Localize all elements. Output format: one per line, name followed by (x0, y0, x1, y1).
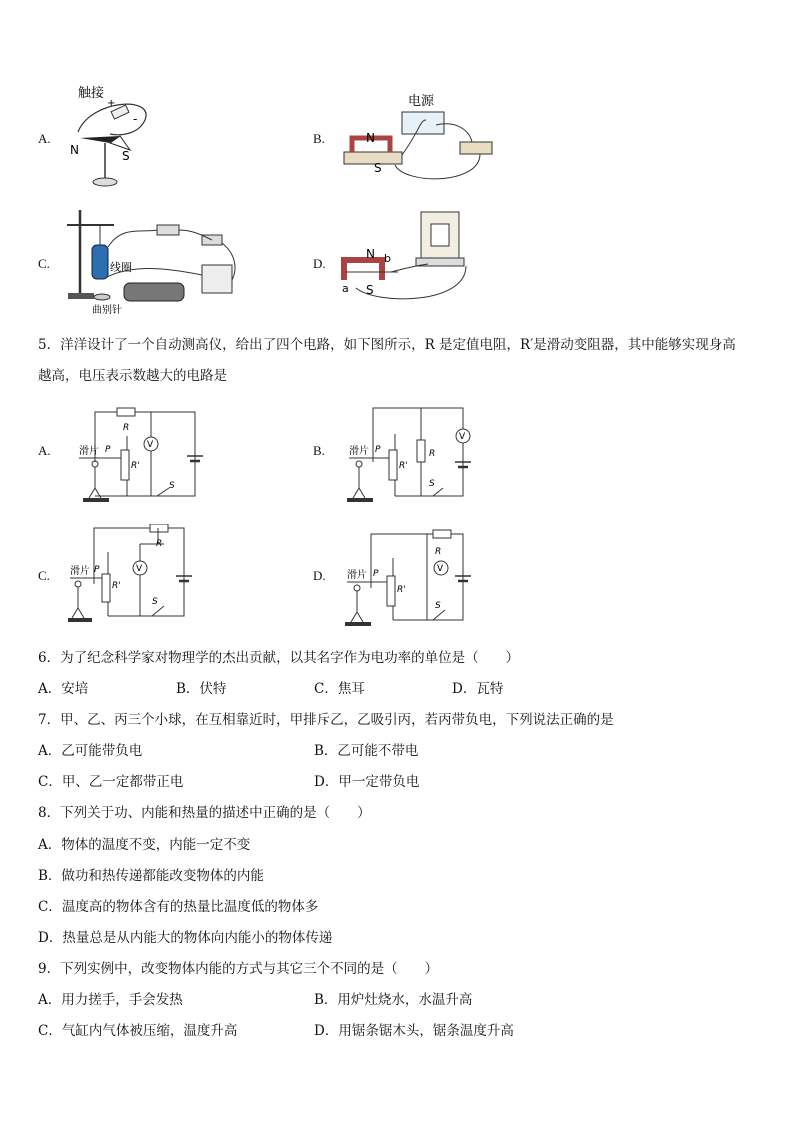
svg-text:R: R (156, 539, 163, 549)
figure-a-compass-wire (60, 80, 170, 190)
option-label-d: D. (313, 256, 326, 271)
q8-option-a[interactable]: A．物体的温度不变，内能一定不变 (38, 837, 251, 853)
figure-b-magnet-rails (340, 90, 500, 185)
q9-option-b[interactable]: B．用炉灶烧水，水温升高 (314, 992, 473, 1008)
svg-text:N: N (70, 143, 79, 157)
svg-text:P: P (105, 445, 111, 455)
question-6-stem: 6．为了纪念科学家对物理学的杰出贡献，以其名字作为电功率的单位是（ ） (38, 650, 520, 666)
q6-option-a[interactable]: A．安培 (38, 681, 89, 697)
svg-text:R': R' (399, 461, 408, 471)
q5-label-c: C. (38, 568, 50, 583)
svg-text:滑片: 滑片 (70, 566, 90, 577)
svg-text:R: R (429, 449, 436, 459)
svg-text:V: V (147, 440, 154, 450)
q8-option-b[interactable]: B．做功和热传递都能改变物体的内能 (38, 868, 264, 884)
svg-text:S: S (152, 597, 158, 607)
svg-text:V: V (437, 564, 444, 574)
svg-text:R: R (123, 423, 130, 433)
svg-text:电源: 电源 (408, 94, 435, 109)
svg-text:R: R (435, 547, 442, 557)
svg-text:V: V (459, 432, 466, 442)
option-label-c: C. (38, 256, 50, 271)
q6-option-b[interactable]: B．伏特 (176, 681, 227, 697)
svg-text:滑片: 滑片 (79, 446, 99, 457)
svg-text:b: b (384, 252, 391, 265)
q7-option-d[interactable]: D．甲一定带负电 (314, 774, 420, 790)
q8-option-c[interactable]: C．温度高的物体含有的热量比温度低的物体多 (38, 899, 319, 915)
svg-text:R': R' (397, 585, 406, 595)
svg-text:R': R' (131, 461, 140, 471)
svg-text:S: S (374, 161, 382, 175)
figure-d-magnet-galvanometer (336, 210, 486, 305)
q5-label-b: B. (313, 443, 325, 458)
circuit-a (75, 404, 205, 504)
svg-text:N: N (366, 247, 375, 261)
svg-text:S: S (429, 479, 435, 489)
svg-text:P: P (373, 569, 379, 579)
q6-option-d[interactable]: D．瓦特 (452, 681, 504, 697)
svg-text:S: S (169, 481, 175, 491)
q7-option-b[interactable]: B．乙可能不带电 (314, 743, 419, 759)
question-5-stem-line1: 5．洋洋设计了一个自动测高仪，给出了四个电路，如下图所示，R 是定值电阻，R′是滑动变阻器，其中能够实现身高 (38, 337, 736, 353)
svg-text:-: - (133, 112, 138, 126)
q9-option-d[interactable]: D．用锯条锯木头，锯条温度升高 (314, 1023, 514, 1039)
svg-text:S: S (435, 601, 441, 611)
q5-label-a: A. (38, 443, 51, 458)
option-label-b: B. (313, 131, 325, 146)
q6-option-c[interactable]: C．焦耳 (314, 681, 365, 697)
svg-text:N: N (366, 131, 375, 145)
q5-label-d: D. (313, 568, 326, 583)
q9-option-c[interactable]: C．气缸内气体被压缩，温度升高 (38, 1023, 238, 1039)
question-9-stem: 9．下列实例中，改变物体内能的方式与其它三个不同的是（ ） (38, 961, 439, 977)
svg-text:P: P (94, 565, 100, 575)
svg-text:a: a (342, 282, 349, 295)
svg-text:滑片: 滑片 (347, 570, 367, 581)
q9-option-a[interactable]: A．用力搓手，手会发热 (38, 992, 183, 1008)
q7-option-c[interactable]: C．甲、乙一定都带正电 (38, 774, 184, 790)
svg-text:线圈: 线圈 (110, 261, 132, 274)
option-label-a: A. (38, 131, 51, 146)
question-5-stem-line2: 越高，电压表示数越大的电路是 (38, 368, 227, 384)
svg-text:V: V (136, 564, 143, 574)
svg-text:滑片: 滑片 (349, 446, 369, 457)
q7-option-a[interactable]: A．乙可能带负电 (38, 743, 143, 759)
svg-text:R': R' (112, 581, 121, 591)
svg-text:P: P (375, 445, 381, 455)
circuit-b (345, 404, 475, 504)
svg-text:曲别针: 曲别针 (92, 305, 122, 315)
circuit-c (68, 524, 200, 624)
question-7-stem: 7．甲、乙、丙三个小球，在互相靠近时，甲排斥乙，乙吸引丙，若丙带负电，下列说法正确的是 (38, 712, 614, 728)
q8-option-d[interactable]: D．热量总是从内能大的物体向内能小的物体传递 (38, 930, 333, 946)
question-8-stem: 8．下列关于功、内能和热量的描述中正确的是（ ） (38, 805, 371, 821)
figure-c-coil-stand (62, 205, 242, 315)
svg-text:S: S (366, 283, 374, 297)
circuit-d (345, 528, 475, 628)
svg-text:+: + (107, 98, 116, 109)
svg-text:S: S (122, 149, 130, 163)
caption-touch: 触接 (78, 86, 105, 101)
